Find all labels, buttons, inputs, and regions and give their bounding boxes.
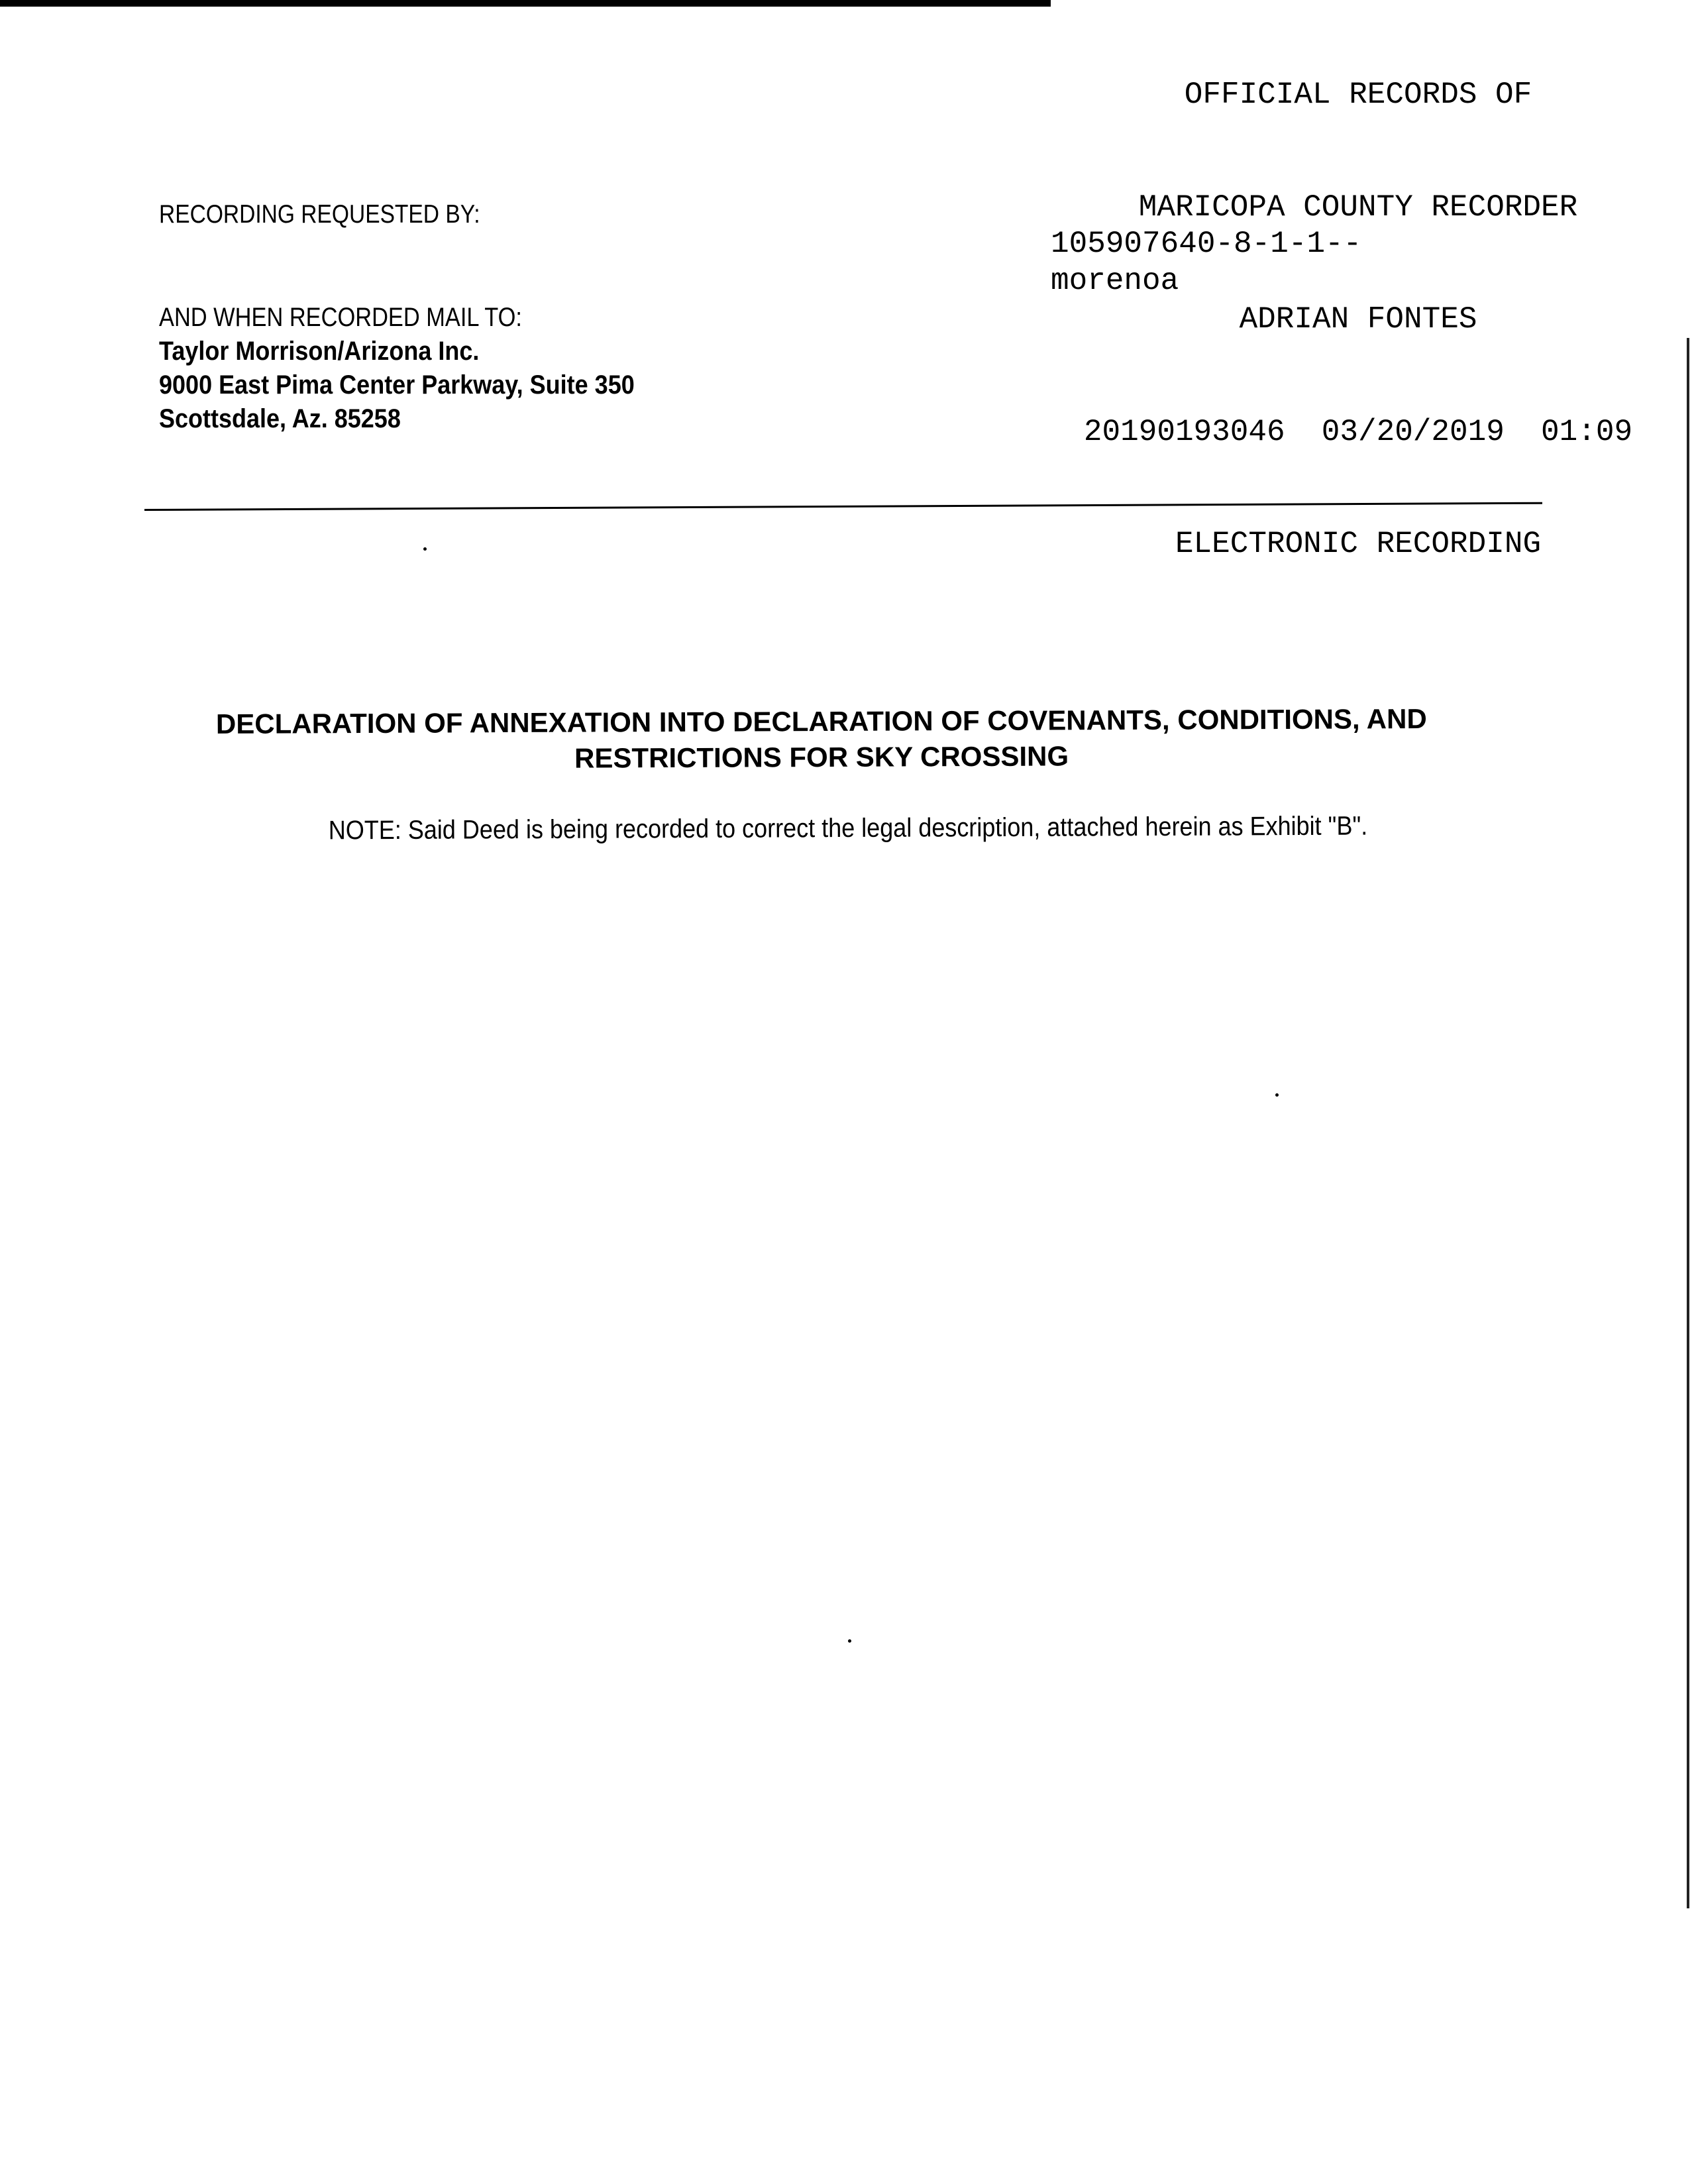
stamp-line-county-recorder: MARICOPA COUNTY RECORDER bbox=[1138, 190, 1578, 225]
stamp-line-official-records: OFFICIAL RECORDS OF bbox=[1184, 78, 1532, 112]
scan-speck bbox=[848, 1639, 851, 1643]
scan-speck bbox=[423, 547, 427, 551]
recorder-stamp bbox=[1034, 1, 1683, 600]
stamp-line-recorder-name: ADRIAN FONTES bbox=[1239, 302, 1477, 337]
recorder-clerk: morenoa bbox=[1051, 264, 1179, 298]
document-title bbox=[159, 701, 1484, 779]
recording-requested-by-label: RECORDING REQUESTED BY: bbox=[159, 200, 480, 229]
stamp-line-record-number-date: 20190193046 03/20/2019 01:09 bbox=[1083, 414, 1633, 449]
mail-to-street: 9000 East Pima Center Parkway, Suite 350 bbox=[159, 370, 635, 400]
scan-border-top bbox=[0, 0, 1051, 7]
mail-to-name: Taylor Morrison/Arizona Inc. bbox=[159, 337, 480, 366]
stamp-line-recording-type: ELECTRONIC RECORDING bbox=[1175, 527, 1542, 561]
recorder-doc-id: 105907640-8-1-1-- bbox=[1051, 227, 1362, 261]
mail-to-block bbox=[159, 301, 687, 436]
scan-border-right bbox=[1687, 338, 1689, 1908]
document-title-line-2: RESTRICTIONS FOR SKY CROSSING bbox=[574, 740, 1069, 774]
scan-speck bbox=[1275, 1093, 1279, 1097]
recorder-doc-id-block bbox=[1051, 225, 1361, 300]
correction-note: NOTE: Said Deed is being recorded to correct the legal description, attached herein as Exhibit "B". bbox=[328, 811, 1368, 846]
mail-to-label: AND WHEN RECORDED MAIL TO: bbox=[159, 303, 522, 332]
mail-to-city: Scottsdale, Az. 85258 bbox=[159, 404, 401, 433]
document-title-line-1: DECLARATION OF ANNEXATION INTO DECLARATION OF COVENANTS, CONDITIONS, AND bbox=[215, 703, 1427, 739]
